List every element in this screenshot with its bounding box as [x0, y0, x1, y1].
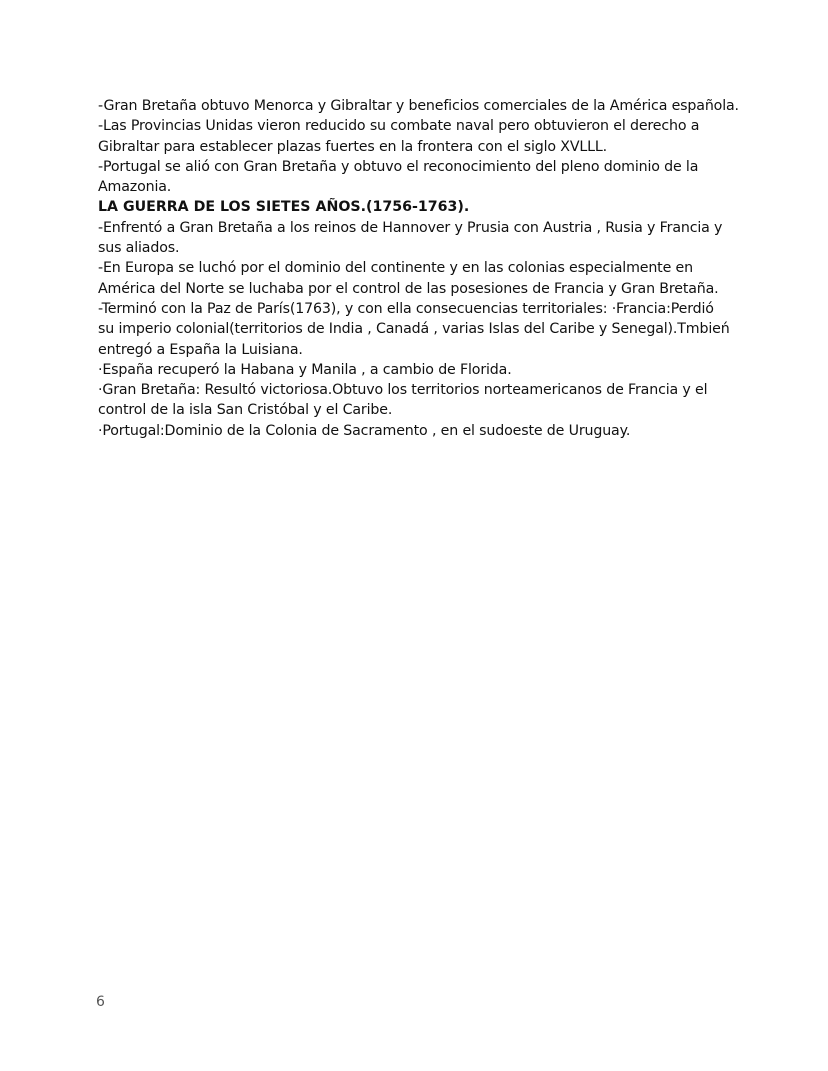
text-line: -En Europa se luchó por el dominio del continente y en las colonias especialmente en: [98, 260, 693, 277]
page-number: 6: [96, 994, 105, 1010]
text-line: Gibraltar para establecer plazas fuertes en la frontera con el siglo XVLLL.: [98, 138, 608, 155]
text-line: ·Gran Bretaña: Resultó victoriosa.Obtuvo los territorios norteamericanos de Francia y el: [98, 382, 708, 399]
text-line: -Las Provincias Unidas vieron reducido su combate naval pero obtuvieron el derecho a: [98, 118, 700, 135]
text-line: ·España recuperó la Habana y Manila , a cambio de Florida.: [98, 361, 512, 378]
text-line: ·Portugal:Dominio de la Colonia de Sacramento , en el sudoeste de Uruguay.: [98, 422, 631, 439]
text-line: control de la isla San Cristóbal y el Caribe.: [98, 402, 393, 419]
document-body: [98, 96, 738, 441]
text-line: -Portugal se alió con Gran Bretaña y obtuvo el reconocimiento del pleno dominio de la: [98, 158, 699, 175]
text-line: -Gran Bretaña obtuvo Menorca y Gibraltar y beneficios comerciales de la América española.: [98, 98, 739, 114]
text-line: América del Norte se luchaba por el control de las posesiones de Francia y Gran Bretaña.: [98, 280, 719, 297]
text-line: Amazonia.: [98, 179, 172, 196]
text-line: -Terminó con la Paz de París(1763), y con ella consecuencias territoriales: ·Francia:Perdió: [98, 300, 714, 317]
text-line: su imperio colonial(territorios de India , Canadá , varias Islas del Caribe y Senegal).Tmbień: [98, 321, 730, 338]
text-line: -Enfrentó a Gran Bretaña a los reinos de Hannover y Prusia con Austria , Rusia y Francia y: [98, 219, 723, 236]
section-heading: LA GUERRA DE LOS SIETES AÑOS.(1756-1763).: [98, 199, 470, 216]
text-line: entregó a España la Luisiana.: [98, 341, 303, 358]
text-line: sus aliados.: [98, 240, 180, 257]
